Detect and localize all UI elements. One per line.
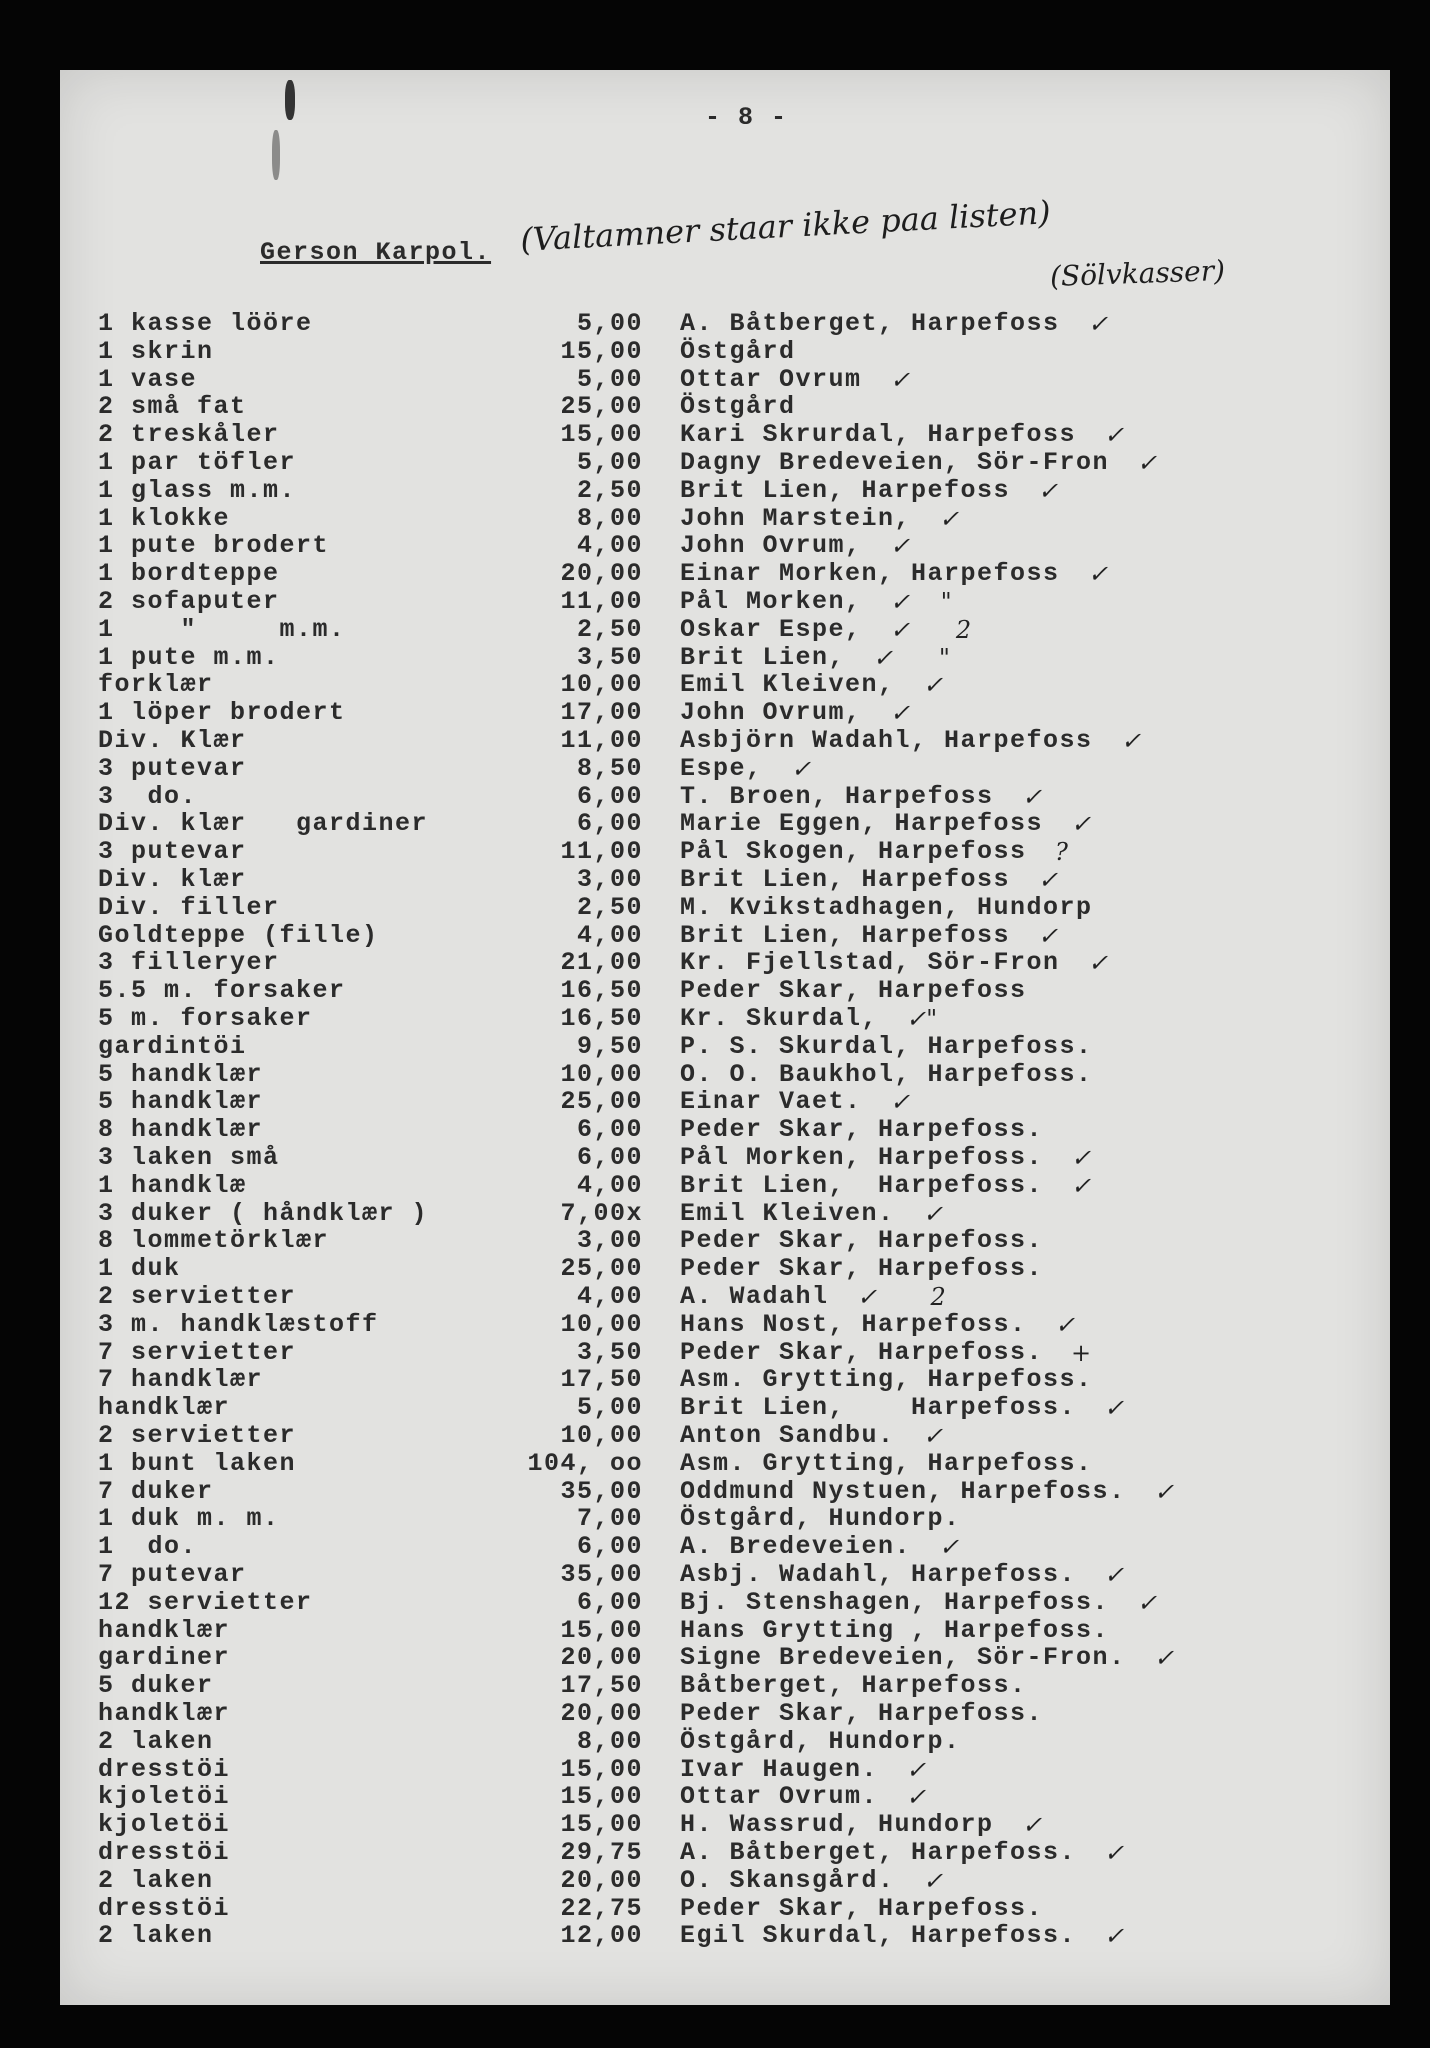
buyer-name: A. Båtberget, Harpefoss.: [680, 1838, 1077, 1867]
handwritten-check-mark: ✓: [1038, 866, 1059, 894]
buyer-name: H. Wassrud, Hundorp: [680, 1810, 994, 1840]
buyer-name: Peder Skar, Harpefoss.: [680, 1337, 1044, 1367]
price: 4,00: [576, 1170, 643, 1200]
buyer-name: Emil Kleiven.: [680, 1198, 895, 1228]
price: 7,00x: [560, 1198, 643, 1228]
list-row: [60, 1423, 1390, 1450]
item-name: 1 pute m.m.: [98, 642, 280, 672]
price: 8,50: [576, 753, 643, 783]
price: 29,75: [560, 1838, 643, 1867]
price: 6,00: [576, 809, 643, 839]
price: 15,00: [560, 1810, 643, 1840]
price: 10,00: [560, 1421, 643, 1450]
list-row: [60, 1840, 1390, 1867]
list-row: [60, 422, 1390, 449]
buyer-name: Asm. Grytting, Harpefoss.: [680, 1365, 1093, 1395]
price: 25,00: [560, 1087, 643, 1117]
buyer-name: Hans Grytting , Harpefoss.: [680, 1615, 1110, 1645]
price: 20,00: [560, 1699, 643, 1728]
list-row: [60, 394, 1390, 421]
handwritten-check-mark: ✓: [890, 699, 911, 728]
buyer-name: Östgård: [680, 392, 796, 422]
buyer-name: Östgård, Hundorp.: [680, 1504, 961, 1534]
handwritten-check-mark: +: [1071, 1338, 1092, 1367]
list-row: [60, 1923, 1390, 1950]
price: 11,00: [560, 837, 643, 867]
buyer-name: John Marstein,: [680, 503, 912, 533]
item-name: 8 lommetörklær: [98, 1226, 330, 1256]
item-name: 1 par töfler: [98, 448, 297, 477]
price: 12,00: [560, 1921, 643, 1951]
handwritten-check-mark: ✓: [906, 1783, 927, 1812]
handwritten-check-mark: ✓: [939, 1533, 960, 1562]
seller-heading: Gerson Karpol.: [260, 238, 492, 267]
buyer-name: Brit Lien, Harpefoss.: [680, 1170, 1044, 1200]
list-row: [60, 1701, 1390, 1728]
list-row: [60, 1893, 1390, 1923]
item-name: 1 glass m.m.: [98, 475, 297, 505]
buyer-name: Egil Skurdal, Harpefoss.: [680, 1921, 1077, 1951]
item-name: 5 m. forsaker: [98, 1004, 313, 1033]
item-name: 1 duk: [98, 1254, 181, 1284]
price: 5,00: [576, 1393, 643, 1423]
price: 17,50: [560, 1365, 643, 1395]
handwritten-check-mark: ✓: [1104, 421, 1125, 450]
item-name: dresstöi: [98, 1838, 231, 1867]
list-row: [60, 1198, 1390, 1228]
buyer-name: Kr. Skurdal,: [680, 1004, 879, 1033]
list-row: [60, 1145, 1390, 1172]
price: 20,00: [560, 1865, 643, 1895]
list-row: [60, 1367, 1390, 1394]
handwritten-check-mark: ✓: [890, 1088, 911, 1117]
buyer-name: Pål Morken,: [680, 587, 862, 616]
buyer-name: A. Wadahl: [680, 1282, 829, 1311]
buyer-name: Signe Bredeveien, Sör-Fron.: [680, 1643, 1126, 1673]
item-name: 2 små fat: [98, 392, 247, 422]
buyer-name: O. Skansgård.: [680, 1865, 895, 1895]
buyer-name: Peder Skar, Harpefoss: [680, 976, 1027, 1006]
handwritten-check-mark: ✓: [1137, 1588, 1158, 1617]
price: 25,00: [560, 1254, 643, 1284]
buyer-name: Peder Skar, Harpefoss.: [680, 1254, 1044, 1284]
buyer-name: Espe,: [680, 753, 763, 783]
list-row: [60, 1117, 1390, 1144]
list-row: [60, 1059, 1390, 1089]
list-row: [60, 311, 1390, 338]
buyer-name: Brit Lien,: [680, 642, 846, 672]
item-name: 1 pute brodert: [98, 531, 330, 561]
handwritten-check-mark: ✓: [1121, 727, 1142, 755]
list-row: [60, 1228, 1390, 1255]
item-name: 1 löper brodert: [98, 698, 346, 728]
price: 4,00: [576, 920, 643, 950]
list-row: [60, 700, 1390, 727]
list-row: [60, 1726, 1390, 1756]
price: 15,00: [560, 1754, 643, 1784]
buyer-name: Brit Lien, Harpefoss: [680, 865, 1011, 894]
list-row: [60, 1587, 1390, 1617]
list-row: [60, 1395, 1390, 1422]
list-row: [60, 1506, 1390, 1533]
buyer-name: T. Broen, Harpefoss: [680, 781, 994, 811]
price: 10,00: [560, 670, 643, 700]
price: 3,50: [576, 1337, 643, 1367]
item-name: 3 putevar: [98, 837, 247, 867]
price: 2,50: [576, 892, 643, 922]
list-row: [60, 1256, 1390, 1283]
price: 6,00: [576, 781, 643, 811]
item-name: 3 putevar: [98, 753, 247, 783]
buyer-name: Dagny Bredeveien, Sör-Fron: [680, 448, 1110, 477]
list-row: [60, 1673, 1390, 1700]
price: 17,00: [560, 698, 643, 728]
list-row: [60, 1562, 1390, 1589]
item-name: 2 servietter: [98, 1282, 297, 1311]
list-row: [60, 336, 1390, 366]
item-name: 5 handklær: [98, 1087, 264, 1117]
buyer-name: Båtberget, Harpefoss.: [680, 1671, 1027, 1701]
price: 15,00: [560, 1615, 643, 1645]
price: 11,00: [560, 587, 643, 616]
list-row: [60, 781, 1390, 811]
buyer-name: Pål Skogen, Harpefoss: [680, 837, 1027, 867]
handwritten-check-mark: ✓: [1104, 1561, 1125, 1589]
list-row: [60, 1284, 1390, 1311]
price: 2,50: [576, 614, 643, 644]
price: 25,00: [560, 392, 643, 422]
item-name: handklær: [98, 1393, 231, 1423]
handwritten-note-sub: (Sölvkasser): [1049, 253, 1226, 294]
list-row: [60, 1534, 1390, 1561]
handwritten-check-mark: ✓: [923, 1866, 944, 1895]
price: 3,00: [576, 865, 643, 894]
list-row: [60, 867, 1390, 894]
handwritten-check-mark: ✓: [1038, 921, 1059, 950]
list-row: [60, 728, 1390, 755]
buyer-name: Pål Morken, Harpefoss.: [680, 1143, 1044, 1172]
ink-blot: [285, 80, 295, 120]
price: 22,75: [560, 1893, 643, 1923]
item-name: Div. klær gardiner: [98, 809, 429, 839]
price: 15,00: [560, 420, 643, 450]
price: 6,00: [576, 1587, 643, 1617]
buyer-name: Emil Kleiven,: [680, 670, 895, 700]
handwritten-check-mark: ✓: [1088, 310, 1109, 338]
handwritten-check-mark: ✓: [1071, 810, 1092, 839]
handwritten-check-mark: ✓: [791, 754, 812, 783]
buyer-name: Kari Skrurdal, Harpefoss: [680, 420, 1077, 450]
list-row: [60, 1615, 1390, 1645]
item-name: 5 duker: [98, 1671, 214, 1701]
handwritten-check-mark: ✓: [1104, 1394, 1125, 1423]
item-name: 1 " m.m.: [98, 614, 346, 644]
item-name: handklær: [98, 1615, 231, 1645]
item-name: 1 kasse lööre: [98, 309, 313, 338]
buyer-name: Oskar Espe,: [680, 614, 862, 644]
price: 5,00: [576, 364, 643, 394]
buyer-name: Brit Lien, Harpefoss: [680, 475, 1011, 505]
list-row: [60, 561, 1390, 588]
price: 5,00: [576, 309, 643, 338]
item-name: kjoletöi: [98, 1782, 231, 1812]
price: 17,50: [560, 1671, 643, 1701]
list-row: [60, 1337, 1390, 1367]
item-name: 7 duker: [98, 1476, 214, 1506]
price: 6,00: [576, 1143, 643, 1172]
price: 6,00: [576, 1532, 643, 1562]
buyer-name: Anton Sandbu.: [680, 1421, 895, 1450]
handwritten-check-mark: ✓: [1154, 1477, 1175, 1506]
buyer-name: Östgård, Hundorp.: [680, 1726, 961, 1756]
list-row: [60, 1448, 1390, 1478]
handwritten-check-mark: ✓: [923, 1422, 944, 1450]
item-name: Goldteppe (fille): [98, 920, 379, 950]
price: 4,00: [576, 1282, 643, 1311]
handwritten-check-mark: ✓: [1104, 1922, 1125, 1951]
item-name: kjoletöi: [98, 1810, 231, 1840]
handwritten-check-mark: ✓: [923, 671, 944, 700]
list-row: [60, 614, 1390, 644]
document-page: [60, 70, 1390, 2005]
item-name: 2 servietter: [98, 1421, 297, 1450]
handwritten-check-mark: ✓: [1088, 949, 1109, 978]
buyer-name: Asbj. Wadahl, Harpefoss.: [680, 1560, 1077, 1589]
list-row: [60, 450, 1390, 477]
handwritten-check-mark: ✓: [1022, 1811, 1043, 1840]
buyer-name: Peder Skar, Harpefoss.: [680, 1893, 1044, 1923]
price: 2,50: [576, 475, 643, 505]
item-name: 1 skrin: [98, 336, 214, 366]
item-name: 3 duker ( håndklær ): [98, 1198, 429, 1228]
list-row: [60, 642, 1390, 672]
price: 11,00: [560, 726, 643, 755]
handwritten-check-mark: ✓ 2: [890, 615, 972, 644]
item-name: gardiner: [98, 1643, 231, 1673]
item-name: 2 laken: [98, 1726, 214, 1756]
price: 8,00: [576, 503, 643, 533]
list-row: [60, 1006, 1390, 1033]
price: 4,00: [576, 531, 643, 561]
buyer-name: Peder Skar, Harpefoss.: [680, 1115, 1044, 1145]
buyer-name: Asm. Grytting, Harpefoss.: [680, 1448, 1093, 1478]
item-name: 3 filleryer: [98, 948, 280, 978]
item-name: 2 laken: [98, 1921, 214, 1951]
handwritten-check-mark: ✓: [923, 1199, 944, 1228]
item-name: 1 bordteppe: [98, 559, 280, 589]
price: 15,00: [560, 1782, 643, 1812]
list-row: [60, 1170, 1390, 1200]
buyer-name: Einar Morken, Harpefoss: [680, 559, 1060, 589]
item-name: Div. filler: [98, 892, 280, 922]
price: 7,00: [576, 1504, 643, 1534]
price: 9,50: [576, 1031, 643, 1061]
page-number: - 8 -: [705, 103, 788, 132]
list-row: [60, 839, 1390, 866]
item-name: 5.5 m. forsaker: [98, 976, 346, 1006]
item-name: 2 sofaputer: [98, 587, 280, 616]
buyer-name: P. S. Skurdal, Harpefoss.: [680, 1031, 1093, 1061]
handwritten-check-mark: ✓: [890, 532, 911, 561]
handwritten-check-mark: ✓ ": [873, 643, 950, 672]
handwritten-check-mark: ✓: [890, 365, 911, 394]
handwritten-check-mark: ✓ ": [890, 588, 952, 616]
list-row: [60, 1476, 1390, 1506]
list-row: [60, 503, 1390, 533]
list-row: [60, 1645, 1390, 1672]
handwritten-check-mark: ✓: [1071, 1171, 1092, 1200]
price: 6,00: [576, 1115, 643, 1145]
item-name: 3 laken små: [98, 1143, 280, 1172]
list-row: [60, 364, 1390, 394]
item-name: 1 handklæ: [98, 1170, 247, 1200]
item-name: 1 vase: [98, 364, 198, 394]
handwritten-check-mark: ✓: [1088, 560, 1109, 589]
item-name: 1 bunt laken: [98, 1448, 297, 1478]
buyer-name: Kr. Fjellstad, Sör-Fron: [680, 948, 1060, 978]
price: 15,00: [560, 336, 643, 366]
list-row: [60, 672, 1390, 699]
list-row: [60, 811, 1390, 838]
list-row: [60, 1812, 1390, 1839]
list-row: [60, 920, 1390, 950]
item-name: Div. klær: [98, 865, 247, 894]
buyer-name: Bj. Stenshagen, Harpefoss.: [680, 1587, 1110, 1617]
buyer-name: Einar Vaet.: [680, 1087, 862, 1117]
list-row: [60, 753, 1390, 783]
list-row: [60, 1031, 1390, 1061]
item-name: 1 klokke: [98, 503, 231, 533]
item-name: forklær: [98, 670, 214, 700]
price: 16,50: [560, 976, 643, 1006]
price: 3,50: [576, 642, 643, 672]
item-name: 8 handklær: [98, 1115, 264, 1145]
list-row: [60, 1865, 1390, 1895]
handwritten-check-mark: ✓: [1154, 1644, 1175, 1673]
buyer-name: Asbjörn Wadahl, Harpefoss: [680, 726, 1093, 755]
item-name: dresstöi: [98, 1893, 231, 1923]
price: 8,00: [576, 1726, 643, 1756]
buyer-name: Ottar Ovrum: [680, 364, 862, 394]
ink-blot: [272, 130, 280, 180]
list-row: [60, 1309, 1390, 1339]
buyer-name: Brit Lien, Harpefoss.: [680, 1393, 1077, 1423]
item-name: 7 handklær: [98, 1365, 264, 1395]
buyer-name: M. Kvikstadhagen, Hundorp: [680, 892, 1093, 922]
list-row: [60, 475, 1390, 505]
item-name: 7 putevar: [98, 1560, 247, 1589]
list-row: [60, 978, 1390, 1005]
item-name: 7 servietter: [98, 1337, 297, 1367]
price: 5,00: [576, 448, 643, 477]
item-name: 2 laken: [98, 1865, 214, 1895]
buyer-name: Östgård: [680, 336, 796, 366]
item-name: 3 do.: [98, 781, 198, 811]
buyer-name: John Ovrum,: [680, 531, 862, 561]
handwritten-check-mark: ✓: [1137, 449, 1158, 477]
price: 20,00: [560, 1643, 643, 1673]
price: 20,00: [560, 559, 643, 589]
buyer-name: Ivar Haugen.: [680, 1754, 879, 1784]
handwritten-check-mark: ✓: [906, 1755, 927, 1784]
buyer-name: Ottar Ovrum.: [680, 1782, 879, 1812]
item-name: 2 treskåler: [98, 420, 280, 450]
buyer-name: A. Båtberget, Harpefoss: [680, 309, 1060, 338]
list-row: [60, 533, 1390, 560]
item-name: 1 do.: [98, 1532, 198, 1562]
list-row: [60, 950, 1390, 977]
item-name: 1 duk m. m.: [98, 1504, 280, 1534]
buyer-name: John Ovrum,: [680, 698, 862, 728]
price: 35,00: [560, 1560, 643, 1589]
handwritten-check-mark: ✓: [1038, 476, 1059, 505]
item-name: Div. Klær: [98, 726, 247, 755]
buyer-name: Peder Skar, Harpefoss.: [680, 1699, 1044, 1728]
handwritten-check-mark: ✓: [1071, 1144, 1092, 1172]
price: 10,00: [560, 1059, 643, 1089]
handwritten-check-mark: ✓: [1055, 1310, 1076, 1339]
buyer-name: Brit Lien, Harpefoss: [680, 920, 1011, 950]
price: 35,00: [560, 1476, 643, 1506]
handwritten-check-mark: ✓: [939, 504, 960, 533]
price: 10,00: [560, 1309, 643, 1339]
buyer-name: Hans Nost, Harpefoss.: [680, 1309, 1027, 1339]
handwritten-check-mark: ✓: [1022, 782, 1043, 811]
list-row: [60, 1089, 1390, 1116]
handwritten-note: (Valtamner staar ikke paa listen): [519, 193, 1052, 259]
buyer-name: Oddmund Nystuen, Harpefoss.: [680, 1476, 1126, 1506]
list-row: [60, 1784, 1390, 1811]
list-row: [60, 589, 1390, 616]
price: 3,00: [576, 1226, 643, 1256]
handwritten-check-mark: ✓: [1104, 1839, 1125, 1867]
item-name: 5 handklær: [98, 1059, 264, 1089]
buyer-name: O. O. Baukhol, Harpefoss.: [680, 1059, 1093, 1089]
item-name: dresstöi: [98, 1754, 231, 1784]
item-name: 12 servietter: [98, 1587, 313, 1617]
price: 104, oo: [527, 1448, 643, 1478]
handwritten-check-mark: ✓": [906, 1005, 938, 1033]
list-row: [60, 1754, 1390, 1784]
item-name: 3 m. handklæstoff: [98, 1309, 379, 1339]
list-row: [60, 892, 1390, 922]
buyer-name: Marie Eggen, Harpefoss: [680, 809, 1044, 839]
item-name: gardintöi: [98, 1031, 247, 1061]
handwritten-check-mark: ?: [1055, 838, 1068, 867]
buyer-name: A. Bredeveien.: [680, 1532, 912, 1562]
item-name: handklær: [98, 1699, 231, 1728]
buyer-name: Peder Skar, Harpefoss.: [680, 1226, 1044, 1256]
handwritten-check-mark: ✓ 2: [857, 1283, 946, 1311]
price: 21,00: [560, 948, 643, 978]
price: 16,50: [560, 1004, 643, 1033]
